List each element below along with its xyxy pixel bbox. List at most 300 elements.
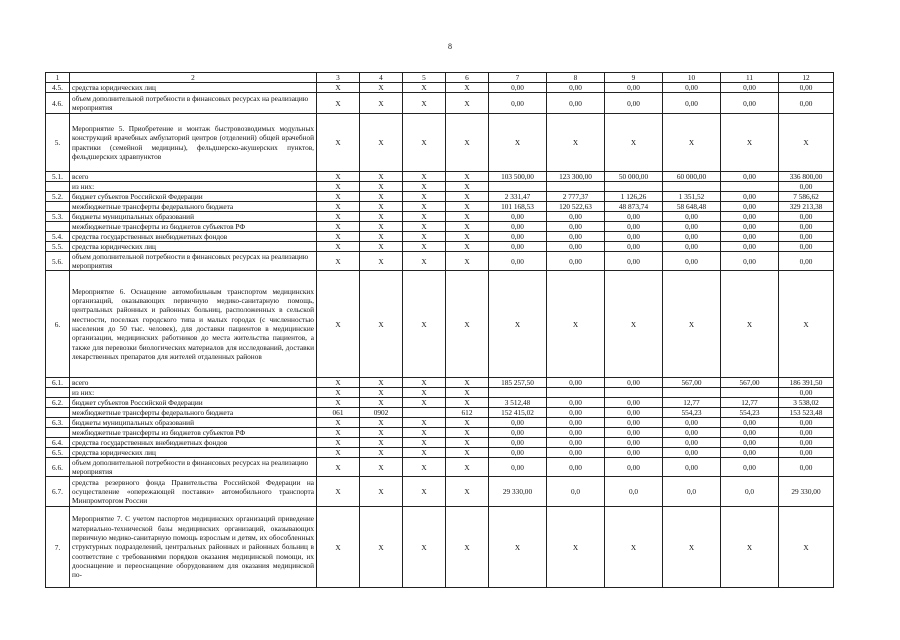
value-cell-c4: X <box>360 182 403 192</box>
value-cell-c3: X <box>317 252 360 271</box>
value-cell-c9: 0,00 <box>605 93 663 114</box>
value-cell-c12: 0,00 <box>779 458 834 477</box>
value-cell-c11: 0,00 <box>721 438 779 448</box>
value-cell-c3: 061 <box>317 408 360 418</box>
value-cell-c6: X <box>446 378 489 388</box>
value-cell-c9: 0,00 <box>605 448 663 458</box>
row-number: 5.1. <box>46 172 70 182</box>
value-cell-c12: X <box>779 271 834 378</box>
value-cell-c12: 0,00 <box>779 428 834 438</box>
table-row <box>46 507 834 588</box>
value-cell-c9: X <box>605 507 663 588</box>
value-cell-c10: 0,00 <box>663 438 721 448</box>
value-cell-c10: 0,00 <box>663 83 721 93</box>
value-cell-c6: X <box>446 458 489 477</box>
table-row <box>46 93 834 114</box>
row-number: 5. <box>46 114 70 172</box>
table-row <box>46 83 834 93</box>
header-cell: 1 <box>46 73 70 83</box>
value-cell-c6: X <box>446 93 489 114</box>
value-cell-c8: 0,00 <box>547 252 605 271</box>
header-cell: 10 <box>663 73 721 83</box>
value-cell-c9: 0,00 <box>605 438 663 448</box>
value-cell-c10: X <box>663 271 721 378</box>
value-cell-c4: X <box>360 212 403 222</box>
row-description: средства юридических лиц <box>70 242 317 252</box>
value-cell-c5: X <box>403 271 446 378</box>
value-cell-c7: X <box>489 507 547 588</box>
value-cell-c10: 0,00 <box>663 93 721 114</box>
value-cell-c9: 0,00 <box>605 458 663 477</box>
value-cell-c6: 612 <box>446 408 489 418</box>
value-cell-c8: 0,00 <box>547 408 605 418</box>
value-cell-c11: 0,00 <box>721 222 779 232</box>
value-cell-c12: X <box>779 507 834 588</box>
table-row <box>46 418 834 428</box>
value-cell-c6: X <box>446 114 489 172</box>
row-description: объем дополнительной потребности в финансовых ресурсах на реализацию мероприятия <box>70 252 317 271</box>
value-cell-c11: 12,77 <box>721 398 779 408</box>
table-row <box>46 408 834 418</box>
value-cell-c11: X <box>721 271 779 378</box>
value-cell-c8: 0,00 <box>547 418 605 428</box>
value-cell-c9: 0,00 <box>605 222 663 232</box>
value-cell-c12: 0,00 <box>779 212 834 222</box>
row-description: из них: <box>70 388 317 398</box>
value-cell-c9: 0,00 <box>605 212 663 222</box>
value-cell-c8: 0,00 <box>547 83 605 93</box>
value-cell-c5: X <box>403 114 446 172</box>
value-cell-c6: X <box>446 222 489 232</box>
row-description: средства государственных внебюджетных фондов <box>70 438 317 448</box>
table-row <box>46 192 834 202</box>
value-cell-c3: X <box>317 398 360 408</box>
row-number <box>46 408 70 418</box>
row-number: 4.5. <box>46 83 70 93</box>
row-number: 5.2. <box>46 192 70 202</box>
value-cell-c10: 58 648,48 <box>663 202 721 212</box>
value-cell-c9: 0,00 <box>605 428 663 438</box>
value-cell-c5: X <box>403 458 446 477</box>
value-cell-c9: X <box>605 271 663 378</box>
value-cell-c3: X <box>317 212 360 222</box>
value-cell-c3: X <box>317 378 360 388</box>
header-cell: 3 <box>317 73 360 83</box>
row-number: 6. <box>46 271 70 378</box>
value-cell-c12: 7 586,62 <box>779 192 834 202</box>
value-cell-c8: 0,00 <box>547 458 605 477</box>
value-cell-c4: X <box>360 114 403 172</box>
row-number: 5.6. <box>46 252 70 271</box>
value-cell-c8: 0,0 <box>547 477 605 507</box>
value-cell-c10: 12,77 <box>663 398 721 408</box>
row-number: 6.7. <box>46 477 70 507</box>
value-cell-c5 <box>403 408 446 418</box>
table-row <box>46 271 834 378</box>
row-number: 6.6. <box>46 458 70 477</box>
value-cell-c11: 0,00 <box>721 212 779 222</box>
value-cell-c3: X <box>317 192 360 202</box>
value-cell-c6: X <box>446 507 489 588</box>
header-cell: 11 <box>721 73 779 83</box>
row-number: 5.3. <box>46 212 70 222</box>
table-row <box>46 212 834 222</box>
value-cell-c8: X <box>547 271 605 378</box>
row-description: межбюджетные трансферты федерального бюджета <box>70 408 317 418</box>
value-cell-c5: X <box>403 378 446 388</box>
row-description: всего <box>70 378 317 388</box>
value-cell-c3: X <box>317 172 360 182</box>
value-cell-c5: X <box>403 418 446 428</box>
value-cell-c3: X <box>317 182 360 192</box>
financing-table <box>45 72 834 588</box>
value-cell-c8: 0,00 <box>547 222 605 232</box>
value-cell-c9: 0,00 <box>605 83 663 93</box>
value-cell-c10: 0,00 <box>663 222 721 232</box>
row-description: объем дополнительной потребности в финансовых ресурсах на реализацию мероприятия <box>70 458 317 477</box>
value-cell-c4: X <box>360 398 403 408</box>
value-cell-c5: X <box>403 507 446 588</box>
value-cell-c4: X <box>360 271 403 378</box>
value-cell-c7: 0,00 <box>489 242 547 252</box>
value-cell-c3: X <box>317 83 360 93</box>
value-cell-c11: 0,00 <box>721 418 779 428</box>
value-cell-c6: X <box>446 212 489 222</box>
value-cell-c11 <box>721 182 779 192</box>
row-number <box>46 222 70 232</box>
value-cell-c4: X <box>360 83 403 93</box>
value-cell-c4: X <box>360 418 403 428</box>
row-description: из них: <box>70 182 317 192</box>
value-cell-c12: 0,00 <box>779 438 834 448</box>
value-cell-c12: 3 538,02 <box>779 398 834 408</box>
value-cell-c8: 0,00 <box>547 428 605 438</box>
row-description: Мероприятие 7. С учетом паспортов медицинских организаций приведение материально-технической базы медицинских организаций, оказывающих первичную медико-санитарную помощь взрослым и детям, их обособленных структурных подразделений, центральных районных и районных больниц в соответствие с требованиями порядков оказания медицинской помощи, их дооснащение и переоснащение оборудованием для оказания медицинской по- <box>70 507 317 588</box>
value-cell-c11: 0,00 <box>721 93 779 114</box>
table-row <box>46 202 834 212</box>
row-number: 5.4. <box>46 232 70 242</box>
value-cell-c5: X <box>403 192 446 202</box>
value-cell-c11: 0,00 <box>721 192 779 202</box>
value-cell-c3: X <box>317 93 360 114</box>
row-description: средства резервного фонда Правительства Российской Федерации на осуществление «опережающей поставки» автомобильного транспорта Минпромторгом России <box>70 477 317 507</box>
row-number: 6.3. <box>46 418 70 428</box>
value-cell-c5: X <box>403 222 446 232</box>
value-cell-c3: X <box>317 232 360 242</box>
value-cell-c8: 2 777,37 <box>547 192 605 202</box>
table-row <box>46 477 834 507</box>
header-cell: 12 <box>779 73 834 83</box>
row-description: объем дополнительной потребности в финансовых ресурсах на реализацию мероприятия <box>70 93 317 114</box>
value-cell-c9 <box>605 182 663 192</box>
value-cell-c8: 0,00 <box>547 398 605 408</box>
value-cell-c7: X <box>489 114 547 172</box>
value-cell-c7: 0,00 <box>489 448 547 458</box>
value-cell-c10: 0,00 <box>663 252 721 271</box>
value-cell-c5: X <box>403 438 446 448</box>
value-cell-c3: X <box>317 448 360 458</box>
value-cell-c4: X <box>360 448 403 458</box>
value-cell-c9: 0,00 <box>605 378 663 388</box>
value-cell-c7: 0,00 <box>489 458 547 477</box>
row-number <box>46 428 70 438</box>
value-cell-c9: 0,00 <box>605 418 663 428</box>
value-cell-c7: 0,00 <box>489 93 547 114</box>
header-cell: 9 <box>605 73 663 83</box>
value-cell-c4: X <box>360 458 403 477</box>
row-number: 6.2. <box>46 398 70 408</box>
value-cell-c5: X <box>403 232 446 242</box>
row-description: бюджет субъектов Российской Федерации <box>70 192 317 202</box>
value-cell-c11: 554,23 <box>721 408 779 418</box>
row-description: бюджеты муниципальных образований <box>70 212 317 222</box>
value-cell-c12: 336 800,00 <box>779 172 834 182</box>
row-description: бюджет субъектов Российской Федерации <box>70 398 317 408</box>
value-cell-c8: X <box>547 114 605 172</box>
value-cell-c8: X <box>547 507 605 588</box>
value-cell-c4: X <box>360 172 403 182</box>
value-cell-c10: 0,00 <box>663 232 721 242</box>
value-cell-c9: 1 126,26 <box>605 192 663 202</box>
table-row <box>46 232 834 242</box>
value-cell-c8: 120 522,63 <box>547 202 605 212</box>
row-description: средства государственных внебюджетных фондов <box>70 232 317 242</box>
value-cell-c3: X <box>317 428 360 438</box>
value-cell-c5: X <box>403 252 446 271</box>
value-cell-c7: X <box>489 271 547 378</box>
value-cell-c5: X <box>403 477 446 507</box>
value-cell-c12: 153 523,48 <box>779 408 834 418</box>
value-cell-c12: 0,00 <box>779 388 834 398</box>
value-cell-c7: 0,00 <box>489 212 547 222</box>
header-cell: 8 <box>547 73 605 83</box>
value-cell-c11: 0,00 <box>721 202 779 212</box>
value-cell-c11: 0,00 <box>721 252 779 271</box>
header-cell: 2 <box>70 73 317 83</box>
value-cell-c11: 0,00 <box>721 428 779 438</box>
row-number: 4.6. <box>46 93 70 114</box>
value-cell-c7: 0,00 <box>489 83 547 93</box>
row-number: 5.5. <box>46 242 70 252</box>
value-cell-c7: 152 415,02 <box>489 408 547 418</box>
value-cell-c10: X <box>663 114 721 172</box>
table-row <box>46 242 834 252</box>
value-cell-c6: X <box>446 252 489 271</box>
value-cell-c8: 0,00 <box>547 438 605 448</box>
value-cell-c3: X <box>317 477 360 507</box>
value-cell-c11: 0,00 <box>721 232 779 242</box>
header-row <box>46 73 834 83</box>
value-cell-c9: 0,0 <box>605 477 663 507</box>
value-cell-c5: X <box>403 398 446 408</box>
table-row <box>46 252 834 271</box>
table-row <box>46 398 834 408</box>
value-cell-c4: X <box>360 93 403 114</box>
value-cell-c5: X <box>403 182 446 192</box>
value-cell-c5: X <box>403 93 446 114</box>
value-cell-c12: 0,00 <box>779 448 834 458</box>
value-cell-c3: X <box>317 438 360 448</box>
value-cell-c5: X <box>403 172 446 182</box>
value-cell-c10: 567,00 <box>663 378 721 388</box>
row-number <box>46 388 70 398</box>
value-cell-c7: 29 330,00 <box>489 477 547 507</box>
table-row <box>46 182 834 192</box>
value-cell-c10: 1 351,52 <box>663 192 721 202</box>
value-cell-c5: X <box>403 212 446 222</box>
value-cell-c11: 567,00 <box>721 378 779 388</box>
value-cell-c6: X <box>446 83 489 93</box>
value-cell-c5: X <box>403 83 446 93</box>
value-cell-c12: 0,00 <box>779 232 834 242</box>
value-cell-c3: X <box>317 271 360 378</box>
value-cell-c12: 0,00 <box>779 418 834 428</box>
table-row <box>46 114 834 172</box>
value-cell-c12: 0,00 <box>779 83 834 93</box>
value-cell-c3: X <box>317 114 360 172</box>
value-cell-c3: X <box>317 388 360 398</box>
value-cell-c5: X <box>403 428 446 438</box>
value-cell-c4: X <box>360 252 403 271</box>
value-cell-c10: 0,00 <box>663 418 721 428</box>
header-cell: 6 <box>446 73 489 83</box>
value-cell-c6: X <box>446 418 489 428</box>
value-cell-c8: 123 300,00 <box>547 172 605 182</box>
value-cell-c11: 0,0 <box>721 477 779 507</box>
value-cell-c12: 0,00 <box>779 252 834 271</box>
value-cell-c4: X <box>360 202 403 212</box>
value-cell-c12: 0,00 <box>779 93 834 114</box>
value-cell-c7: 0,00 <box>489 418 547 428</box>
table-row <box>46 438 834 448</box>
value-cell-c9: 0,00 <box>605 252 663 271</box>
table-row <box>46 222 834 232</box>
value-cell-c7: 0,00 <box>489 428 547 438</box>
value-cell-c6: X <box>446 232 489 242</box>
value-cell-c7: 101 168,53 <box>489 202 547 212</box>
value-cell-c10: 0,00 <box>663 212 721 222</box>
value-cell-c12: 0,00 <box>779 242 834 252</box>
row-number: 6.4. <box>46 438 70 448</box>
value-cell-c3: X <box>317 222 360 232</box>
value-cell-c9: 0,00 <box>605 242 663 252</box>
value-cell-c6: X <box>446 388 489 398</box>
value-cell-c4: X <box>360 388 403 398</box>
value-cell-c10: 554,23 <box>663 408 721 418</box>
value-cell-c8: 0,00 <box>547 232 605 242</box>
value-cell-c10: 0,00 <box>663 458 721 477</box>
value-cell-c4: X <box>360 222 403 232</box>
page-number: 8 <box>448 42 452 51</box>
value-cell-c8: 0,00 <box>547 212 605 222</box>
table-row <box>46 448 834 458</box>
value-cell-c7: 0,00 <box>489 438 547 448</box>
value-cell-c12: 0,00 <box>779 182 834 192</box>
row-description: средства юридических лиц <box>70 83 317 93</box>
value-cell-c4: X <box>360 242 403 252</box>
value-cell-c5: X <box>403 202 446 212</box>
value-cell-c5: X <box>403 448 446 458</box>
value-cell-c7 <box>489 182 547 192</box>
table-row <box>46 172 834 182</box>
value-cell-c6: X <box>446 398 489 408</box>
value-cell-c3: X <box>317 202 360 212</box>
row-description: межбюджетные трансферты из бюджетов субъектов РФ <box>70 222 317 232</box>
value-cell-c6: X <box>446 448 489 458</box>
value-cell-c7: 185 257,50 <box>489 378 547 388</box>
row-number <box>46 182 70 192</box>
row-number <box>46 202 70 212</box>
header-cell: 7 <box>489 73 547 83</box>
row-description: всего <box>70 172 317 182</box>
value-cell-c4: X <box>360 507 403 588</box>
table-row <box>46 378 834 388</box>
value-cell-c5: X <box>403 388 446 398</box>
value-cell-c11: 0,00 <box>721 458 779 477</box>
value-cell-c7 <box>489 388 547 398</box>
value-cell-c7: 0,00 <box>489 232 547 242</box>
value-cell-c6: X <box>446 477 489 507</box>
row-description: межбюджетные трансферты федерального бюджета <box>70 202 317 212</box>
value-cell-c7: 0,00 <box>489 252 547 271</box>
table-row <box>46 458 834 477</box>
value-cell-c7: 103 500,00 <box>489 172 547 182</box>
value-cell-c6: X <box>446 271 489 378</box>
value-cell-c9: X <box>605 114 663 172</box>
value-cell-c4: X <box>360 438 403 448</box>
row-number: 7. <box>46 507 70 588</box>
value-cell-c12: X <box>779 114 834 172</box>
value-cell-c12: 329 213,38 <box>779 202 834 212</box>
value-cell-c10: 0,00 <box>663 242 721 252</box>
value-cell-c6: X <box>446 438 489 448</box>
value-cell-c11: 0,00 <box>721 448 779 458</box>
value-cell-c7: 0,00 <box>489 222 547 232</box>
header-cell: 5 <box>403 73 446 83</box>
table-row <box>46 428 834 438</box>
value-cell-c9: 0,00 <box>605 408 663 418</box>
value-cell-c11 <box>721 388 779 398</box>
value-cell-c3: X <box>317 507 360 588</box>
value-cell-c10: X <box>663 507 721 588</box>
value-cell-c7: 2 331,47 <box>489 192 547 202</box>
row-description: межбюджетные трансферты из бюджетов субъектов РФ <box>70 428 317 438</box>
value-cell-c4: X <box>360 192 403 202</box>
value-cell-c6: X <box>446 192 489 202</box>
value-cell-c5: X <box>403 242 446 252</box>
value-cell-c6: X <box>446 428 489 438</box>
value-cell-c11: 0,00 <box>721 83 779 93</box>
value-cell-c10: 0,0 <box>663 477 721 507</box>
value-cell-c12: 186 391,50 <box>779 378 834 388</box>
value-cell-c10: 60 000,00 <box>663 172 721 182</box>
value-cell-c6: X <box>446 172 489 182</box>
value-cell-c9: 48 873,74 <box>605 202 663 212</box>
value-cell-c8 <box>547 388 605 398</box>
value-cell-c10: 0,00 <box>663 448 721 458</box>
value-cell-c9: 0,00 <box>605 398 663 408</box>
value-cell-c3: X <box>317 458 360 477</box>
header-cell: 4 <box>360 73 403 83</box>
row-description: бюджеты муниципальных образований <box>70 418 317 428</box>
value-cell-c8: 0,00 <box>547 93 605 114</box>
value-cell-c4: X <box>360 378 403 388</box>
value-cell-c10 <box>663 388 721 398</box>
table-row <box>46 388 834 398</box>
value-cell-c11: X <box>721 507 779 588</box>
row-description: средства юридических лиц <box>70 448 317 458</box>
value-cell-c3: X <box>317 418 360 428</box>
